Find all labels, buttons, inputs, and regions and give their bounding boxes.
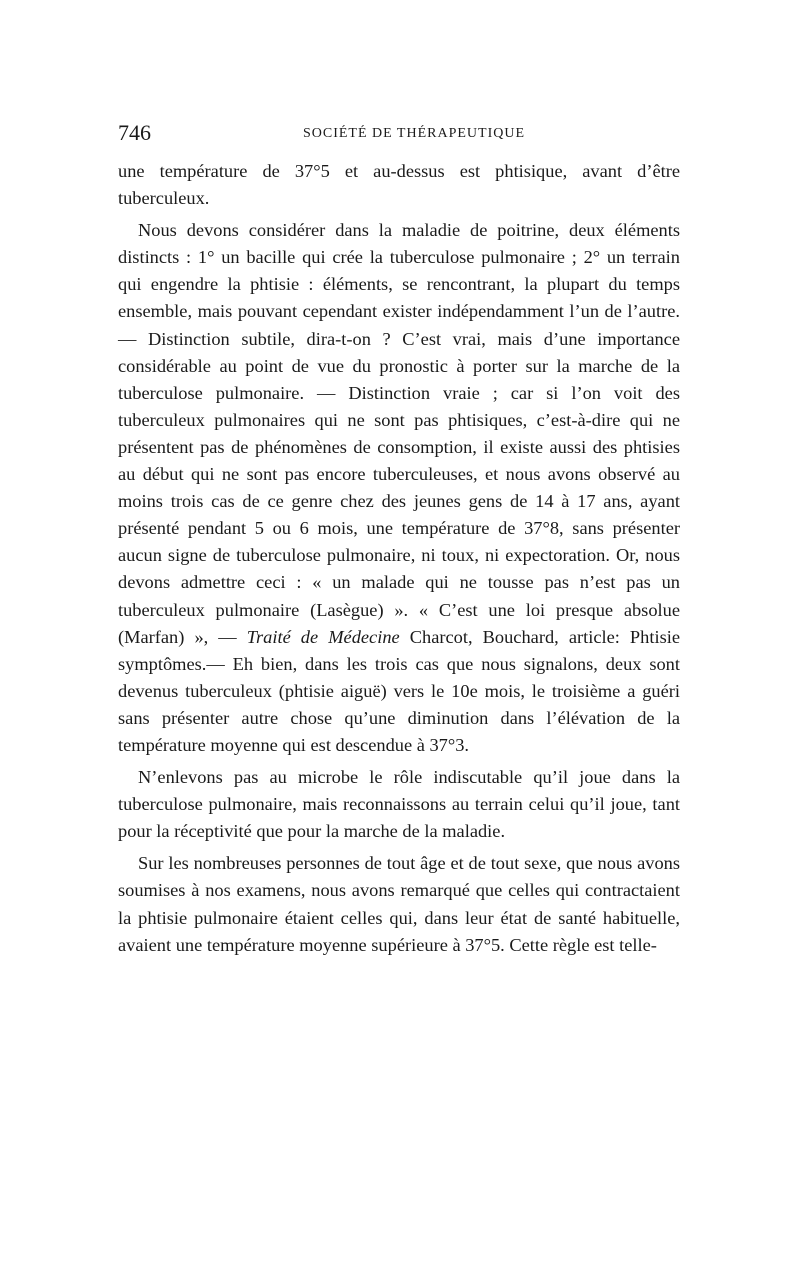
paragraph-text: N’enlevons pas au microbe le rôle indiscutable qu’il joue dans la tuberculose pulmonaire, mais reconnaissons au terrain celui qu’il joue, tant pour la réceptivité que pour la marche de la maladie. — [118, 767, 680, 842]
document-page — [118, 118, 680, 959]
paragraph-text-after: Charcot, Bouchard, article: Phtisie symptômes.— Eh bien, dans les trois cas que nous signalons, deux sont devenus tuberculeux (phtisie aiguë) vers le 10e mois, le troisième a guéri sans présenter autre chose qu’une diminution dans l’élévation de la température moyenne qui est descendue à 37°3. — [118, 626, 681, 755]
page-number: 746 — [118, 120, 151, 145]
paragraph-text: Nous devons considérer dans la maladie de poitrine, deux éléments distincts : 1° un bacille qui crée la tuberculose pulmonaire ; 2° un terrain qui engendre la phtisie : éléments, se rencontrant, la plupart du temps ensemble, mais pouvant cependant exister indépendamment l’un de l’autre. — Distinction subtile, dira-t-on ? C’est vrai, mais d’une importance considérable au point de vue du pronostic à porter sur la marche de la tuberculose pulmonaire. — Distinction vraie ; car si l’on voit des tuberculeux pulmonaires qui ne sont pas phtisiques, c’est-à-dire qui ne présentent pas de phénomènes de consomption, il existe aussi des phtisies au début qui ne sont pas encore tuberculeuses, et nous avons observé au moins trois cas de ce genre chez des jeunes gens de 14 à 17 ans, ayant présenté pendant 5 ou 6 mois, une température de 37°8, sans présenter aucun signe de tuberculose pulmonaire, ni toux, ni expectoration. Or, nous devons admettre ceci : « un malade qui ne tousse pas n’est pas un tuberculeux pulmonaire (Lasègue) ». « C’est une loi presque absolue (Marfan) », — — [118, 220, 680, 647]
paragraph-body — [118, 764, 680, 845]
paragraph-continuation — [118, 158, 680, 212]
paragraph-body — [118, 850, 680, 958]
paragraph-text: Sur les nombreuses personnes de tout âge et de tout sexe, que nous avons soumises à nos examens, nous avons remarqué que celles qui contractaient la phtisie pulmonaire étaient celles qui, dans leur état de santé habituelle, avaient une température moyenne supérieure à 37°5. Cette règle est telle- — [118, 853, 680, 955]
running-head — [118, 118, 680, 148]
italic-reference: Traité de Médecine — [246, 626, 400, 647]
paragraph-body — [118, 217, 680, 759]
paragraph-text: une température de 37°5 et au-dessus est phtisique, avant d’être tuberculeux. — [118, 161, 680, 209]
header-title: SOCIÉTÉ DE THÉRAPEUTIQUE — [302, 126, 526, 141]
